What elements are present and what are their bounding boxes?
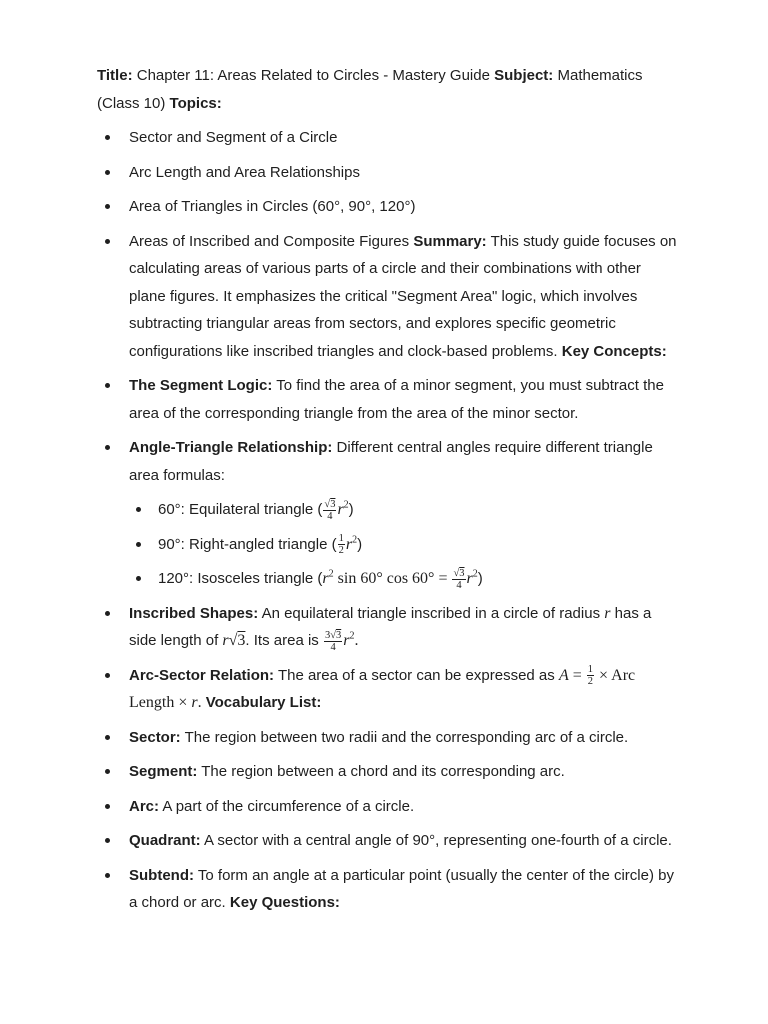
title-value: Chapter 11: Areas Related to Circles - Mastery Guide [136,67,490,84]
concept-label: Angle-Triangle Relationship: [129,439,333,456]
radius-symbol: r [604,604,611,622]
topics-label: Topics: [169,94,222,112]
side-length-math: r√3 [222,632,246,649]
concept-text: The area of a sector can be expressed as [277,666,555,684]
formula-60-math: $\frac{√3}{4}$ $r^2$ [324,498,349,522]
area-math: $\frac{3√3}{4}$ $r^2$. [324,629,359,653]
topic-item: Sector and Segment of a Circle [97,124,677,152]
formula-90-math: $\frac{1}{2}$ $r^2$ [338,533,358,557]
formula-120: 120°: Isosceles triangle ($r^2$ sin 60° cos 60° = $\frac{√3}{4}$ $r^2$) [129,565,677,593]
subject-label: Subject: [494,67,554,84]
vocabulary-label: Vocabulary List: [205,694,322,711]
vocab-def: A part of the circumference of a circle. [162,797,415,815]
key-questions-label: Key Questions: [229,894,340,911]
vocab-item [97,793,677,821]
vocab-item [97,862,677,917]
key-concepts-label: Key Concepts: [561,342,667,360]
vocab-term: Arc: [129,797,160,815]
concept-arc-sector [97,662,677,717]
vocab-def: The region between a chord and its corresponding arc. [201,763,565,780]
concept-angle-triangle [97,434,677,593]
concept-label: Inscribed Shapes: [129,604,259,622]
sector-area-math: A = $\frac{1}{2}$ × Arc Length × r. [129,664,636,711]
header-paragraph [97,62,677,117]
formula-120-math: $r^2$ sin 60° cos 60° = $\frac{√3}{4}$ $r^2$ [322,567,478,591]
formula-60: 60°: Equilateral triangle ( $\frac{√3}{4}$ $r^2$) [129,496,677,524]
vocab-term: Sector: [129,728,181,746]
title-label: Title: [97,67,133,84]
vocab-def: To form an angle at a particular point (usually the center of the circle) by a chord or arc. [129,866,674,911]
vocab-item [97,724,677,752]
concept-label: The Segment Logic: [129,377,273,394]
topic-item [97,228,677,366]
vocab-term: Segment: [129,763,198,780]
concept-text: To find the area of a minor segment, you must subtract the area of the corresponding triangle from the area of the minor sector. [129,377,664,422]
topic-item: Arc Length and Area Relationships [97,159,677,187]
concept-label: Arc-Sector Relation: [129,666,275,684]
vocab-def: A sector with a central angle of 90°, representing one-fourth of a circle. [204,832,672,849]
topics-list [97,124,677,917]
document-content [97,62,677,917]
concept-text: Different central angles require different triangle area formulas: [129,439,653,484]
vocab-item [97,827,677,855]
concept-inscribed: Inscribed Shapes: An equilateral triangle inscribed in a circle of radius r has a side length of r√3. Its area is $\frac{3√3}{4}$ $r^2$. [97,600,677,655]
summary-text: This study guide focuses on calculating areas of various parts of a circle and their combinations with other plane figures. It emphasizes the critical "Segment Area" logic, which involves subtracting triangular areas from sectors, and explores specific geometric configurations like inscribed triangles and clock-based problems. [129,232,677,360]
summary-label: Summary: [413,232,487,250]
class-value: (Class 10) [97,94,166,112]
topic-item: Area of Triangles in Circles (60°, 90°, 120°) [97,193,677,221]
topic-text: Areas of Inscribed and Composite Figures [129,232,410,250]
formula-90: 90°: Right-angled triangle ( $\frac{1}{2}$ $r^2$) [129,531,677,559]
vocab-def: The region between two radii and the corresponding arc of a circle. [184,728,629,746]
vocab-term: Quadrant: [129,832,201,849]
vocab-item [97,758,677,786]
subject-value: Mathematics [557,67,643,84]
concept-segment-logic [97,372,677,427]
angle-formula-list [129,496,677,593]
vocab-term: Subtend: [129,866,194,884]
